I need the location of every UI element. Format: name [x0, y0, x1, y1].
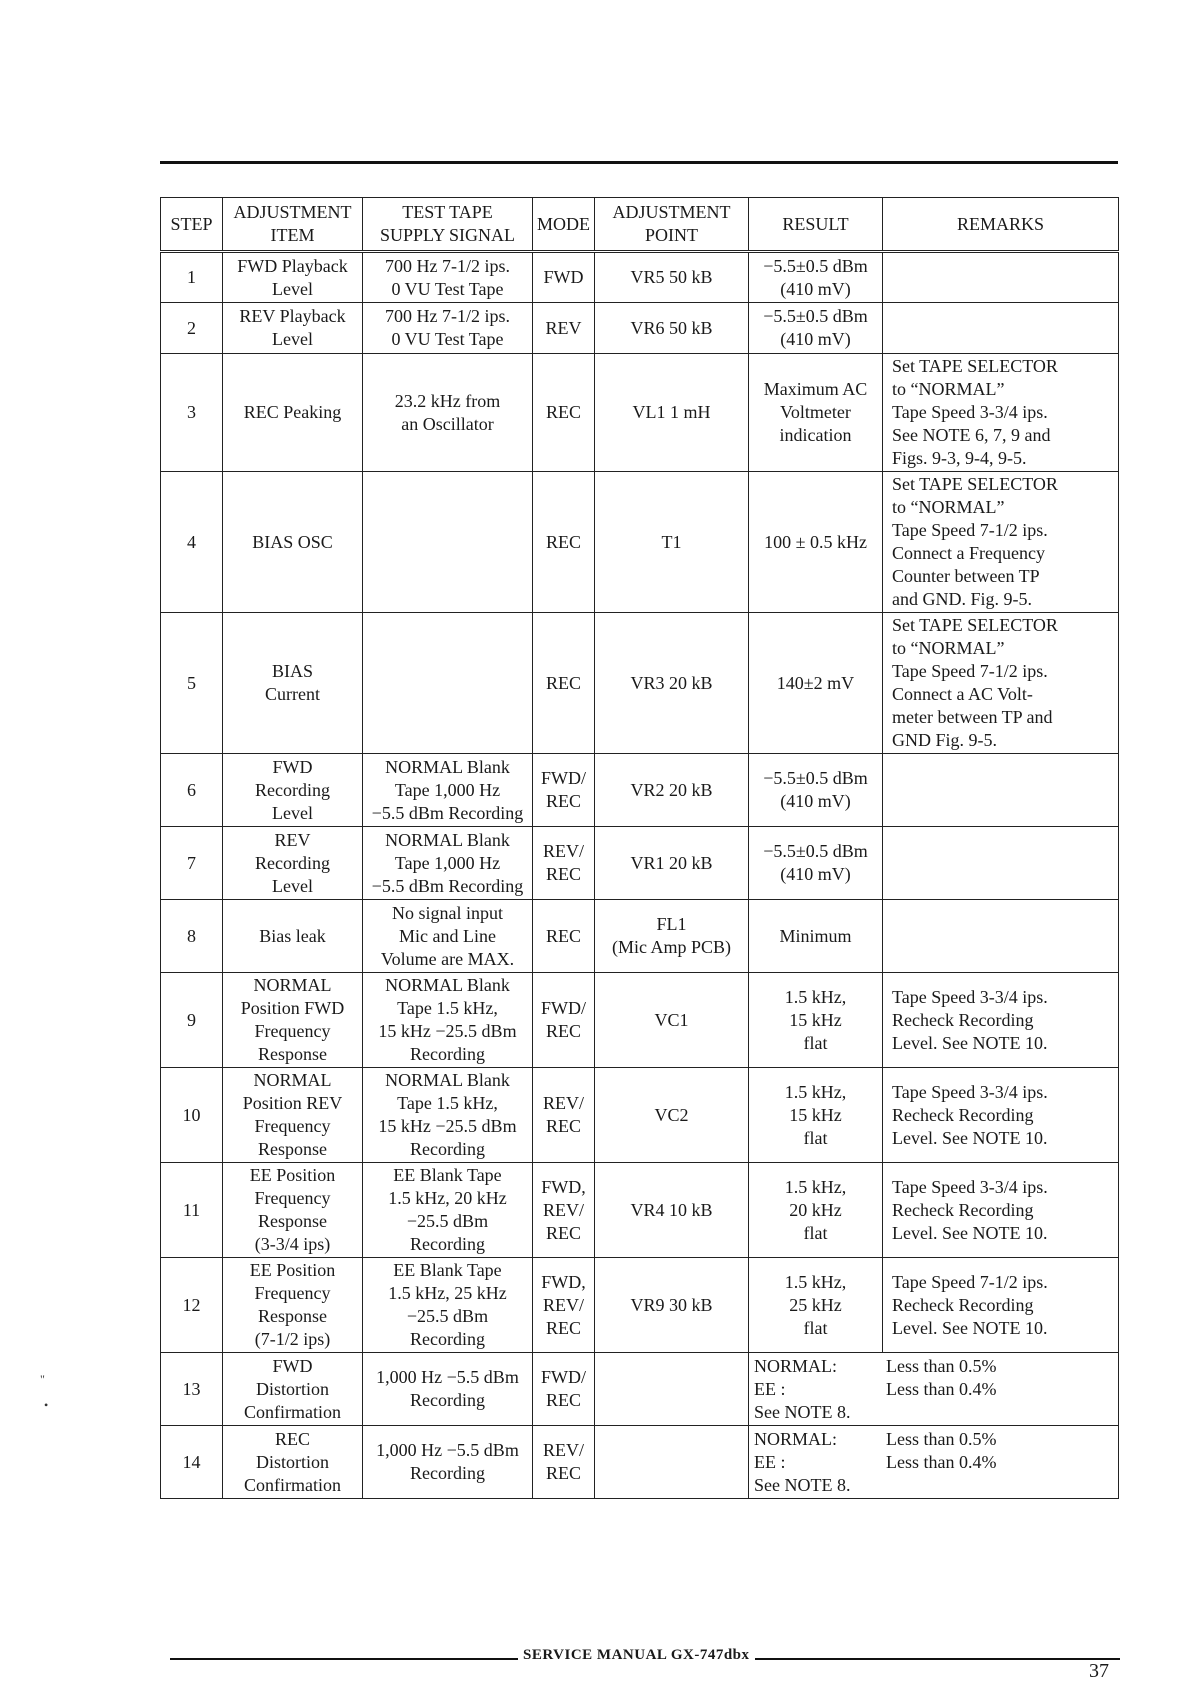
result-limit-value: Less than 0.4% — [886, 1451, 997, 1472]
adjustment-item-cell: BIAS OSC — [223, 472, 363, 613]
result-limit-value: Less than 0.4% — [886, 1378, 997, 1399]
adjustment-point-cell: VR9 30 kB — [595, 1258, 749, 1353]
remarks-cell — [883, 303, 1119, 354]
remarks-cell: Set TAPE SELECTOR to “NORMAL” Tape Speed 7-1/2 ips. Connect a Frequency Counter between TP and GND. Fig. 9-5. — [883, 472, 1119, 613]
mode-cell: REC — [533, 354, 595, 472]
table-row — [161, 827, 1119, 900]
table-row — [161, 900, 1119, 973]
result-cell: 1.5 kHz, 15 kHz flat — [749, 1068, 883, 1163]
adjustment-item-cell: EE Position Frequency Response (3-3/4 ips) — [223, 1163, 363, 1258]
remarks-cell: Tape Speed 3-3/4 ips. Recheck Recording Level. See NOTE 10. — [883, 1068, 1119, 1163]
header-test-signal: TEST TAPE SUPPLY SIGNAL — [363, 198, 533, 252]
distortion-result-cell — [749, 1426, 1119, 1499]
adjustment-item-cell: REV Playback Level — [223, 303, 363, 354]
header-row — [161, 198, 1119, 252]
result-mode-label: NORMAL: — [754, 1355, 838, 1376]
step-cell: 4 — [161, 472, 223, 613]
result-mode-label: EE : — [754, 1451, 786, 1472]
result-cell: 100 ± 0.5 kHz — [749, 472, 883, 613]
table-row — [161, 1426, 1119, 1499]
adjustment-point-cell — [595, 1353, 749, 1426]
adjustment-item-cell: BIAS Current — [223, 613, 363, 754]
remarks-cell — [883, 754, 1119, 827]
test-signal-cell: 700 Hz 7-1/2 ips. 0 VU Test Tape — [363, 252, 533, 303]
result-cell: 140±2 mV — [749, 613, 883, 754]
table-row — [161, 613, 1119, 754]
adjustment-item-cell: REV Recording Level — [223, 827, 363, 900]
adjustment-point-cell: VR5 50 kB — [595, 252, 749, 303]
step-cell: 8 — [161, 900, 223, 973]
mode-cell: FWD/ REC — [533, 1353, 595, 1426]
table-row — [161, 1163, 1119, 1258]
result-cell: −5.5±0.5 dBm (410 mV) — [749, 827, 883, 900]
adjustment-item-cell: FWD Playback Level — [223, 252, 363, 303]
table-row — [161, 1353, 1119, 1426]
test-signal-cell: NORMAL Blank Tape 1.5 kHz, 15 kHz −25.5 dBm Recording — [363, 1068, 533, 1163]
header-result: RESULT — [749, 198, 883, 252]
footer-label: SERVICE MANUAL GX-747dbx — [518, 1647, 755, 1664]
mode-cell: REV/ REC — [533, 827, 595, 900]
remarks-cell: Set TAPE SELECTOR to “NORMAL” Tape Speed 7-1/2 ips. Connect a AC Volt- meter between TP and GND Fig. 9-5. — [883, 613, 1119, 754]
step-cell: 3 — [161, 354, 223, 472]
result-mode-label: NORMAL: — [754, 1428, 838, 1449]
result-cell: −5.5±0.5 dBm (410 mV) — [749, 252, 883, 303]
remarks-cell — [883, 252, 1119, 303]
test-signal-cell: NORMAL Blank Tape 1.5 kHz, 15 kHz −25.5 dBm Recording — [363, 973, 533, 1068]
result-limit-value: Less than 0.5% — [886, 1355, 997, 1376]
adjustment-point-cell — [595, 1426, 749, 1499]
adjustment-point-cell: T1 — [595, 472, 749, 613]
adjustment-point-cell: VL1 1 mH — [595, 354, 749, 472]
adjustment-table — [160, 197, 1119, 1499]
test-signal-cell: EE Blank Tape 1.5 kHz, 25 kHz −25.5 dBm Recording — [363, 1258, 533, 1353]
table-row — [161, 1068, 1119, 1163]
margin-mark: " — [40, 1372, 45, 1386]
table-row — [161, 973, 1119, 1068]
result-cell: Minimum — [749, 900, 883, 973]
adjustment-point-cell: VC2 — [595, 1068, 749, 1163]
mode-cell: FWD — [533, 252, 595, 303]
step-cell: 14 — [161, 1426, 223, 1499]
step-cell: 5 — [161, 613, 223, 754]
remarks-cell: Tape Speed 7-1/2 ips. Recheck Recording Level. See NOTE 10. — [883, 1258, 1119, 1353]
mode-cell: REV — [533, 303, 595, 354]
adjustment-point-cell: VR4 10 kB — [595, 1163, 749, 1258]
result-cell: Maximum AC Voltmeter indication — [749, 354, 883, 472]
header-remarks: REMARKS — [883, 198, 1119, 252]
test-signal-cell — [363, 472, 533, 613]
adjustment-point-cell: VR6 50 kB — [595, 303, 749, 354]
test-signal-cell: No signal input Mic and Line Volume are MAX. — [363, 900, 533, 973]
test-signal-cell: 700 Hz 7-1/2 ips. 0 VU Test Tape — [363, 303, 533, 354]
test-signal-cell — [363, 613, 533, 754]
adjustment-item-cell: FWD Recording Level — [223, 754, 363, 827]
result-cell: −5.5±0.5 dBm (410 mV) — [749, 754, 883, 827]
header-mode: MODE — [533, 198, 595, 252]
table-row — [161, 1258, 1119, 1353]
mode-cell: FWD, REV/ REC — [533, 1258, 595, 1353]
header-step: STEP — [161, 198, 223, 252]
adjustment-point-cell: VR2 20 kB — [595, 754, 749, 827]
step-cell: 13 — [161, 1353, 223, 1426]
mode-cell: FWD/ REC — [533, 754, 595, 827]
adjustment-item-cell: Bias leak — [223, 900, 363, 973]
step-cell: 1 — [161, 252, 223, 303]
step-cell: 10 — [161, 1068, 223, 1163]
result-cell: 1.5 kHz, 25 kHz flat — [749, 1258, 883, 1353]
test-signal-cell: 1,000 Hz −5.5 dBm Recording — [363, 1353, 533, 1426]
test-signal-cell: 23.2 kHz from an Oscillator — [363, 354, 533, 472]
remarks-cell — [883, 827, 1119, 900]
test-signal-cell: NORMAL Blank Tape 1,000 Hz −5.5 dBm Recording — [363, 827, 533, 900]
table-row — [161, 252, 1119, 303]
mode-cell: FWD/ REC — [533, 973, 595, 1068]
table-row — [161, 754, 1119, 827]
distortion-result-cell — [749, 1353, 1119, 1426]
header-adjustment-item: ADJUSTMENT ITEM — [223, 198, 363, 252]
adjustment-point-cell: FL1 (Mic Amp PCB) — [595, 900, 749, 973]
page-number: 37 — [1089, 1660, 1109, 1682]
mode-cell: REC — [533, 472, 595, 613]
test-signal-cell: NORMAL Blank Tape 1,000 Hz −5.5 dBm Recording — [363, 754, 533, 827]
step-cell: 2 — [161, 303, 223, 354]
test-signal-cell: EE Blank Tape 1.5 kHz, 20 kHz −25.5 dBm Recording — [363, 1163, 533, 1258]
mode-cell: REC — [533, 613, 595, 754]
adjustment-point-cell: VC1 — [595, 973, 749, 1068]
adjustment-item-cell: NORMAL Position REV Frequency Response — [223, 1068, 363, 1163]
step-cell: 6 — [161, 754, 223, 827]
result-mode-label: EE : — [754, 1378, 786, 1399]
table-row — [161, 354, 1119, 472]
step-cell: 11 — [161, 1163, 223, 1258]
result-cell: 1.5 kHz, 20 kHz flat — [749, 1163, 883, 1258]
remarks-cell: Set TAPE SELECTOR to “NORMAL” Tape Speed 3-3/4 ips. See NOTE 6, 7, 9 and Figs. 9-3, 9-4, 9-5. — [883, 354, 1119, 472]
result-cell: −5.5±0.5 dBm (410 mV) — [749, 303, 883, 354]
table-row — [161, 472, 1119, 613]
result-mode-label: See NOTE 8. — [754, 1474, 851, 1495]
adjustment-point-cell: VR3 20 kB — [595, 613, 749, 754]
step-cell: 9 — [161, 973, 223, 1068]
adjustment-item-cell: REC Peaking — [223, 354, 363, 472]
adjustment-item-cell: NORMAL Position FWD Frequency Response — [223, 973, 363, 1068]
remarks-cell — [883, 900, 1119, 973]
adjustment-point-cell: VR1 20 kB — [595, 827, 749, 900]
adjustment-item-cell: EE Position Frequency Response (7-1/2 ips) — [223, 1258, 363, 1353]
margin-mark: • — [44, 1398, 49, 1412]
table-row — [161, 303, 1119, 354]
result-cell: 1.5 kHz, 15 kHz flat — [749, 973, 883, 1068]
top-rule — [160, 161, 1118, 164]
result-limit-value: Less than 0.5% — [886, 1428, 997, 1449]
remarks-cell: Tape Speed 3-3/4 ips. Recheck Recording Level. See NOTE 10. — [883, 1163, 1119, 1258]
adjustment-item-cell: FWD Distortion Confirmation — [223, 1353, 363, 1426]
remarks-cell: Tape Speed 3-3/4 ips. Recheck Recording Level. See NOTE 10. — [883, 973, 1119, 1068]
mode-cell: REV/ REC — [533, 1068, 595, 1163]
adjustment-item-cell: REC Distortion Confirmation — [223, 1426, 363, 1499]
result-mode-label: See NOTE 8. — [754, 1401, 851, 1422]
mode-cell: REV/ REC — [533, 1426, 595, 1499]
mode-cell: REC — [533, 900, 595, 973]
step-cell: 12 — [161, 1258, 223, 1353]
mode-cell: FWD, REV/ REC — [533, 1163, 595, 1258]
header-adjustment-point: ADJUSTMENT POINT — [595, 198, 749, 252]
test-signal-cell: 1,000 Hz −5.5 dBm Recording — [363, 1426, 533, 1499]
step-cell: 7 — [161, 827, 223, 900]
